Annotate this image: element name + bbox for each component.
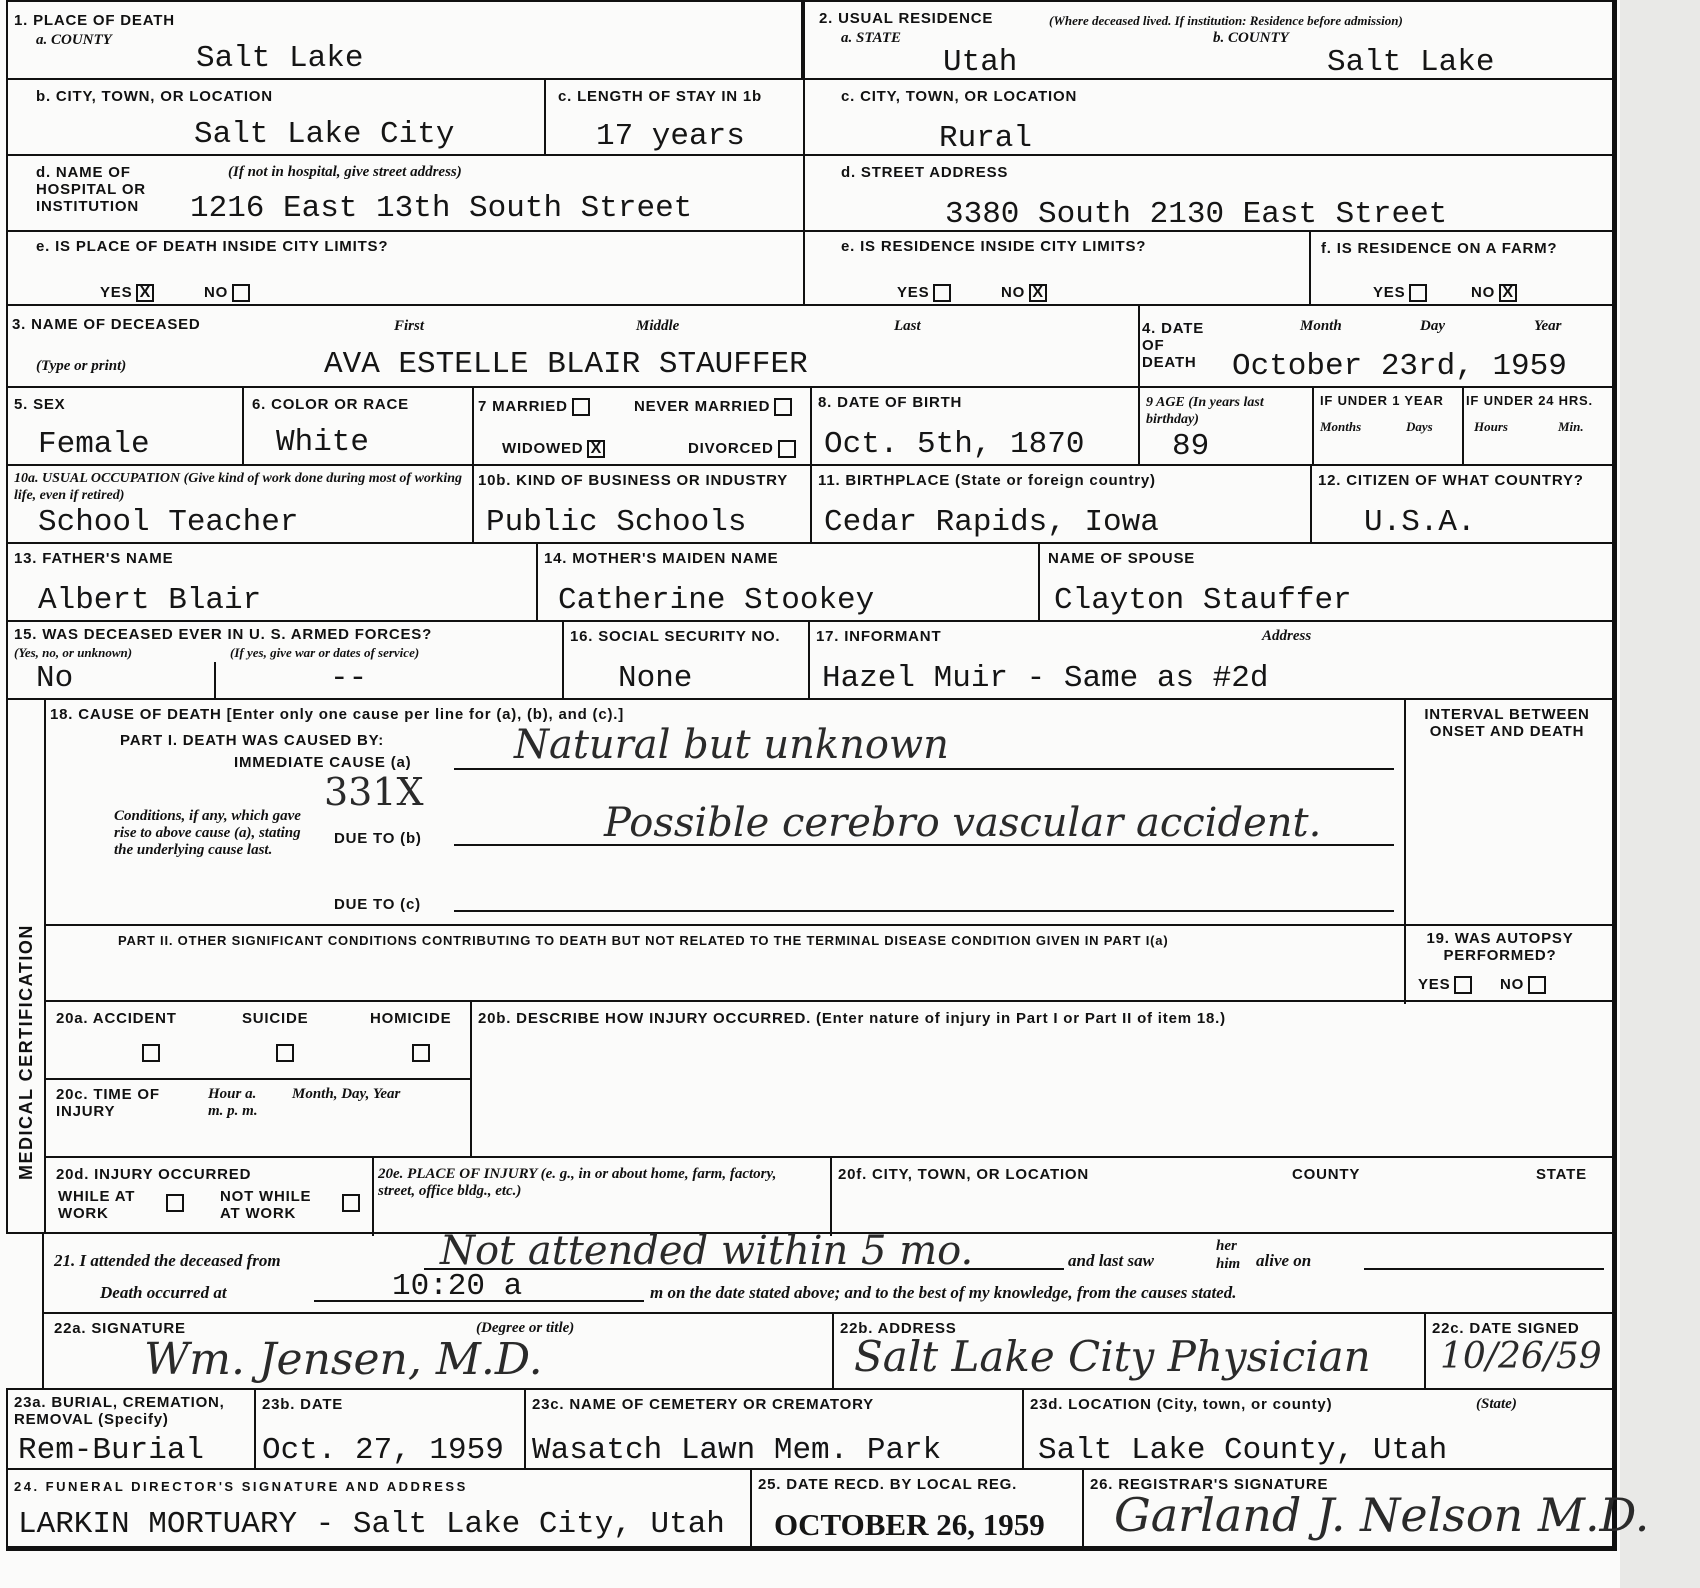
due-to-b-label: DUE TO (b) xyxy=(334,830,422,847)
injury-occurred-label: 20d. INJURY OCCURRED xyxy=(56,1166,252,1183)
injury-state-label: STATE xyxy=(1536,1166,1587,1183)
yes-checkbox[interactable] xyxy=(1409,284,1427,302)
no-checkbox[interactable] xyxy=(232,284,250,302)
suicide-label: SUICIDE xyxy=(242,1010,309,1027)
alive-on-line xyxy=(1364,1268,1604,1270)
date-received: OCTOBER 26, 1959 xyxy=(774,1507,1045,1542)
autopsy-yes[interactable] xyxy=(1418,976,1472,994)
registrar-label: 26. REGISTRAR'S SIGNATURE xyxy=(1090,1476,1329,1493)
divorced-option[interactable] xyxy=(688,440,796,458)
father-name: Albert Blair xyxy=(38,583,262,618)
physician-address-label: 22b. ADDRESS xyxy=(840,1320,957,1337)
days-header: Days xyxy=(1406,419,1433,434)
no-checkbox-checked[interactable]: X xyxy=(1029,284,1047,302)
ssn-cell xyxy=(562,620,810,700)
name-label: 3. NAME OF DECEASED xyxy=(12,316,201,333)
armed-forces-sub1: (Yes, no, or unknown) xyxy=(14,645,133,660)
divorced-text: DIVORCED xyxy=(688,440,774,457)
place-of-death-title: 1. PLACE OF DEATH xyxy=(14,12,175,29)
injury-city-label: 20f. CITY, TOWN, OR LOCATION xyxy=(838,1166,1090,1183)
hour-label: Hour a. m. p. m. xyxy=(208,1086,258,1119)
no-checkbox[interactable] xyxy=(1528,976,1546,994)
deceased-name: AVA ESTELLE BLAIR STAUFFER xyxy=(324,347,808,382)
mdy-label: Month, Day, Year xyxy=(292,1086,401,1102)
father-cell xyxy=(6,542,538,622)
mother-name: Catherine Stookey xyxy=(558,583,875,618)
manner-cell xyxy=(44,1000,472,1080)
first-header: First xyxy=(394,318,425,334)
sex-label: 5. SEX xyxy=(14,396,66,413)
date-received-cell xyxy=(750,1468,1084,1548)
cause-b-handwritten: Possible cerebro vascular accident. xyxy=(604,800,1322,846)
death-limits-label: e. IS PLACE OF DEATH INSIDE CITY LIMITS? xyxy=(36,238,389,255)
usual-residence-title: 2. USUAL RESIDENCE xyxy=(819,10,994,27)
hours-header: Hours xyxy=(1474,419,1508,434)
divorced-checkbox[interactable] xyxy=(778,440,796,458)
months-header: Months xyxy=(1320,419,1362,434)
burial-label: 23a. BURIAL, CREMATION, REMOVAL (Specify) xyxy=(14,1394,225,1428)
cemetery-location: Salt Lake County, Utah xyxy=(1038,1433,1448,1468)
armed-forces-cell xyxy=(6,620,564,700)
widowed-option[interactable] xyxy=(502,440,605,458)
never-married-text: NEVER MARRIED xyxy=(634,398,771,415)
armed-forces-sub2: (If yes, give war or dates of service) xyxy=(230,645,420,660)
alive-on-label: alive on xyxy=(1256,1251,1312,1270)
married-checkbox[interactable] xyxy=(572,398,590,416)
part-2-area xyxy=(44,924,1406,1004)
date-of-death: October 23rd, 1959 xyxy=(1232,349,1567,384)
cause-of-death-area xyxy=(44,700,1406,926)
residence-state-cell xyxy=(803,0,1614,80)
time-of-injury-cell xyxy=(44,1078,472,1158)
mother-cell xyxy=(536,542,1040,622)
burial-date-cell xyxy=(254,1388,526,1470)
yes-checkbox[interactable] xyxy=(933,284,951,302)
widowed-checkbox-checked[interactable]: X xyxy=(587,440,605,458)
armed-forces-divider xyxy=(214,662,216,700)
county-label: a. COUNTY xyxy=(36,32,112,48)
death-certificate-form xyxy=(6,0,1650,1551)
spouse-name: Clayton Stauffer xyxy=(1054,583,1352,618)
no-text: NO xyxy=(204,284,229,301)
death-limits-no[interactable] xyxy=(204,284,250,302)
industry-cell xyxy=(472,464,812,544)
farm-yes[interactable] xyxy=(1373,284,1427,302)
armed-forces-label: 15. WAS DECEASED EVER IN U. S. ARMED FORCES? xyxy=(14,626,433,643)
spouse-label: NAME OF SPOUSE xyxy=(1048,550,1196,567)
date-received-label: 25. DATE RECD. BY LOCAL REG. xyxy=(758,1476,1018,1493)
under-24-label: IF UNDER 24 HRS. xyxy=(1466,393,1593,408)
part-2-label: PART II. OTHER SIGNIFICANT CONDITIONS CONTRIBUTING TO DEATH BUT NOT RELATED TO THE TERMINAL DISEASE CONDITION GIVEN IN PART I(a) xyxy=(118,933,1169,948)
no-text: NO xyxy=(1001,284,1026,301)
physician-address: Salt Lake City Physician xyxy=(854,1332,1371,1381)
time-label: 20c. TIME OF INJURY xyxy=(56,1086,160,1120)
farm-no[interactable] xyxy=(1471,284,1517,302)
date-signed-label: 22c. DATE SIGNED xyxy=(1432,1320,1580,1337)
married-text: 7 MARRIED xyxy=(478,398,568,415)
month-header: Month xyxy=(1300,318,1342,334)
citizen-cell xyxy=(1310,464,1614,544)
medical-certification-block xyxy=(6,698,1614,1234)
armed-forces: No xyxy=(36,661,74,696)
widowed-text: WIDOWED xyxy=(502,440,584,457)
day-header: Day xyxy=(1420,318,1445,334)
interval-label: INTERVAL BETWEEN ONSET AND DEATH xyxy=(1424,706,1590,740)
residence-city-cell xyxy=(803,78,1614,156)
funeral-director-cell xyxy=(6,1468,752,1548)
ssn-label: 16. SOCIAL SECURITY NO. xyxy=(570,628,781,645)
signature-label: 22a. SIGNATURE xyxy=(54,1320,186,1337)
under-1-year-label: IF UNDER 1 YEAR xyxy=(1320,393,1444,408)
name-sub: (Type or print) xyxy=(36,358,127,374)
no-checkbox-checked[interactable]: X xyxy=(1499,284,1517,302)
place-of-injury-cell xyxy=(372,1156,832,1236)
funeral-director: LARKIN MORTUARY - Salt Lake City, Utah xyxy=(18,1507,725,1542)
burial: Rem-Burial xyxy=(18,1433,205,1468)
attended-handwritten: Not attended within 5 mo. xyxy=(440,1228,974,1274)
middle-header: Middle xyxy=(636,318,680,334)
residence-county: Salt Lake xyxy=(1327,45,1495,80)
burial-cell xyxy=(6,1388,256,1470)
conditions-note: Conditions, if any, which gave rise to above cause (a), stating the underlying cause last. xyxy=(114,808,301,858)
homicide-checkbox[interactable] xyxy=(412,1044,430,1062)
yes-text: YES xyxy=(897,284,930,301)
farm-label: f. IS RESIDENCE ON A FARM? xyxy=(1321,240,1558,257)
state-header: (State) xyxy=(1476,1396,1517,1412)
informant: Hazel Muir - Same as #2d xyxy=(822,661,1269,696)
state-label: a. STATE xyxy=(841,30,902,46)
yes-text: YES xyxy=(1373,284,1406,301)
cemetery-label: 23c. NAME OF CEMETERY OR CREMATORY xyxy=(532,1396,874,1413)
autopsy-no[interactable] xyxy=(1500,976,1546,994)
cemetery-location-cell xyxy=(1022,1388,1614,1470)
war-service: -- xyxy=(330,661,368,696)
date-of-death-label: 4. DATE OF DEATH xyxy=(1142,320,1204,371)
signature-cell xyxy=(42,1312,834,1390)
registrar-cell xyxy=(1082,1468,1650,1548)
sex-value: Female xyxy=(38,427,150,462)
sex-cell xyxy=(6,386,244,466)
place-of-injury-label: 20e. PLACE OF INJURY (e. g., in or about home, farm, factory, street, office bldg., etc.) xyxy=(378,1166,777,1199)
name-cell xyxy=(6,304,1140,388)
occupation-label: 10a. USUAL OCCUPATION (Give kind of work done during most of working life, even if retired) xyxy=(14,471,463,503)
injury-county-label: COUNTY xyxy=(1292,1166,1361,1183)
burial-date-label: 23b. DATE xyxy=(262,1396,344,1413)
hospital-address: 1216 East 13th South Street xyxy=(190,191,693,226)
cemetery-location-label: 23d. LOCATION (City, town, or county) xyxy=(1030,1396,1333,1413)
length-of-stay-cell xyxy=(544,78,805,156)
age-value: 89 xyxy=(1172,429,1210,464)
informant-label: 17. INFORMANT xyxy=(816,628,942,645)
homicide-label: HOMICIDE xyxy=(370,1010,452,1027)
cause-c-line xyxy=(454,910,1394,912)
due-to-c-label: DUE TO (c) xyxy=(334,896,421,913)
race-label: 6. COLOR OR RACE xyxy=(252,396,409,413)
residence-city-label: c. CITY, TOWN, OR LOCATION xyxy=(841,88,1078,105)
not-while-at-work-label: NOT WHILE AT WORK xyxy=(220,1188,312,1222)
while-at-work-label: WHILE AT WORK xyxy=(58,1188,136,1222)
death-city-cell xyxy=(6,78,546,156)
funeral-director-label: 24. FUNERAL DIRECTOR'S SIGNATURE AND ADDRESS xyxy=(14,1479,468,1494)
him-label: him xyxy=(1216,1256,1241,1272)
citizenship: U.S.A. xyxy=(1364,505,1476,540)
injury-location-cell xyxy=(830,1156,1614,1236)
suicide-checkbox[interactable] xyxy=(276,1044,294,1062)
under-24-hrs-cell xyxy=(1462,386,1614,466)
physician-address-cell xyxy=(832,1312,1426,1390)
describe-injury-label: 20b. DESCRIBE HOW INJURY OCCURRED. (Enter nature of injury in Part I or Part II of item 18.) xyxy=(478,1010,1226,1027)
death-occurred-label: Death occurred at xyxy=(100,1283,227,1302)
industry: Public Schools xyxy=(486,505,747,540)
while-at-work-checkbox[interactable] xyxy=(166,1194,184,1212)
cause-label: 18. CAUSE OF DEATH [Enter only one cause per line for (a), (b), and (c).] xyxy=(50,706,625,723)
describe-injury-cell xyxy=(470,1000,1614,1158)
residence-limits-cell xyxy=(803,230,1311,306)
degree-label: (Degree or title) xyxy=(476,1320,575,1336)
yes-text: YES xyxy=(100,284,133,301)
injury-occurred-cell xyxy=(44,1156,374,1236)
date-signed-cell xyxy=(1424,1312,1614,1390)
yes-checkbox-checked[interactable]: X xyxy=(136,284,154,302)
medical-certification-side-label: MEDICAL CERTIFICATION xyxy=(16,924,36,1180)
father-label: 13. FATHER'S NAME xyxy=(14,550,174,567)
hospital-label: d. NAME OF HOSPITAL OR INSTITUTION xyxy=(36,164,146,215)
immediate-cause-label: IMMEDIATE CAUSE (a) xyxy=(234,754,412,771)
death-city-limits-cell xyxy=(6,230,805,306)
res-county-label: b. COUNTY xyxy=(1213,30,1289,46)
farm-cell xyxy=(1309,230,1614,306)
informant-cell xyxy=(808,620,1614,700)
autopsy-cell xyxy=(1404,924,1614,1004)
never-married-checkbox[interactable] xyxy=(774,398,792,416)
place-of-death-county-cell xyxy=(6,0,803,80)
death-city: Salt Lake City xyxy=(194,117,455,152)
residence-street: 3380 South 2130 East Street xyxy=(945,197,1448,232)
yes-checkbox[interactable] xyxy=(1454,976,1472,994)
not-while-at-work-checkbox[interactable] xyxy=(342,1194,360,1212)
yes-text: YES xyxy=(1418,976,1451,993)
married-option[interactable] xyxy=(478,398,590,416)
birth-date: Oct. 5th, 1870 xyxy=(824,427,1085,462)
cause-a-handwritten: Natural but unknown xyxy=(514,722,949,768)
race-value: White xyxy=(276,425,370,460)
ssn: None xyxy=(618,661,693,696)
residence-state: Utah xyxy=(943,45,1018,80)
mother-label: 14. MOTHER'S MAIDEN NAME xyxy=(544,550,779,567)
cemetery: Wasatch Lawn Mem. Park xyxy=(532,1433,942,1468)
part-1-label: PART I. DEATH WAS CAUSED BY: xyxy=(120,732,385,749)
res-limits-yes[interactable] xyxy=(897,284,951,302)
birthplace: Cedar Rapids, Iowa xyxy=(824,505,1159,540)
cause-a-line xyxy=(454,768,1394,770)
industry-label: 10b. KIND OF BUSINESS OR INDUSTRY xyxy=(478,472,789,489)
knowledge-statement: m on the date stated above; and to the best of my knowledge, from the causes stated. xyxy=(650,1283,1237,1302)
residence-city: Rural xyxy=(939,121,1033,156)
birthplace-label: 11. BIRTHPLACE (State or foreign country) xyxy=(818,472,1156,489)
her-label: her xyxy=(1216,1238,1237,1254)
usual-residence-note: (Where deceased lived. If institution: Residence before admission) xyxy=(1049,13,1403,28)
death-county: Salt Lake xyxy=(196,41,364,76)
no-text: NO xyxy=(1471,284,1496,301)
date-of-death-cell xyxy=(1138,304,1614,388)
residence-street-cell xyxy=(803,154,1614,232)
registrar-signature: Garland J. Nelson M.D. xyxy=(1114,1488,1650,1542)
under-1-year-cell xyxy=(1312,386,1464,466)
spouse-cell xyxy=(1038,542,1614,622)
birthplace-cell xyxy=(810,464,1312,544)
race-cell xyxy=(242,386,474,466)
last-saw-label: and last saw xyxy=(1068,1251,1154,1270)
year-header: Year xyxy=(1534,318,1562,334)
autopsy-label: 19. WAS AUTOPSY PERFORMED? xyxy=(1426,930,1574,964)
street-label: d. STREET ADDRESS xyxy=(841,164,1009,181)
death-time: 10:20 a xyxy=(392,1269,523,1304)
length-of-stay: 17 years xyxy=(596,119,745,154)
cause-code: 331X xyxy=(324,770,424,814)
death-city-label: b. CITY, TOWN, OR LOCATION xyxy=(36,88,273,105)
res-limits-no[interactable] xyxy=(1001,284,1047,302)
citizen-label: 12. CITIZEN OF WHAT COUNTRY? xyxy=(1318,472,1584,489)
age-label: 9 AGE (In years last birthday) xyxy=(1146,395,1264,427)
hospital-note: (If not in hospital, give street address) xyxy=(228,164,462,180)
residence-limits-label: e. IS RESIDENCE INSIDE CITY LIMITS? xyxy=(841,238,1147,255)
death-limits-yes[interactable] xyxy=(100,284,154,302)
accident-checkbox[interactable] xyxy=(142,1044,160,1062)
last-header: Last xyxy=(894,318,921,334)
marital-cell xyxy=(472,386,812,466)
attendance-cell xyxy=(42,1228,1614,1314)
birth-date-label: 8. DATE OF BIRTH xyxy=(818,394,963,411)
cemetery-cell xyxy=(524,1388,1024,1470)
no-text: NO xyxy=(1500,976,1525,993)
hospital-cell xyxy=(6,154,805,232)
informant-address-header: Address xyxy=(1262,628,1312,644)
occupation-cell xyxy=(6,464,474,544)
burial-date: Oct. 27, 1959 xyxy=(262,1433,504,1468)
birth-date-cell xyxy=(810,386,1140,466)
length-of-stay-label: c. LENGTH OF STAY IN 1b xyxy=(558,88,762,105)
date-signed: 10/26/59 xyxy=(1440,1336,1602,1377)
never-married-option[interactable] xyxy=(634,398,792,416)
age-cell xyxy=(1138,386,1314,466)
physician-signature: Wm. Jensen, M.D. xyxy=(144,1334,543,1385)
occupation: School Teacher xyxy=(38,505,299,540)
page-edge xyxy=(1620,0,1700,1588)
accident-label: 20a. ACCIDENT xyxy=(56,1010,177,1027)
min-header: Min. xyxy=(1558,419,1584,434)
attended-label: 21. I attended the deceased from xyxy=(54,1251,281,1270)
